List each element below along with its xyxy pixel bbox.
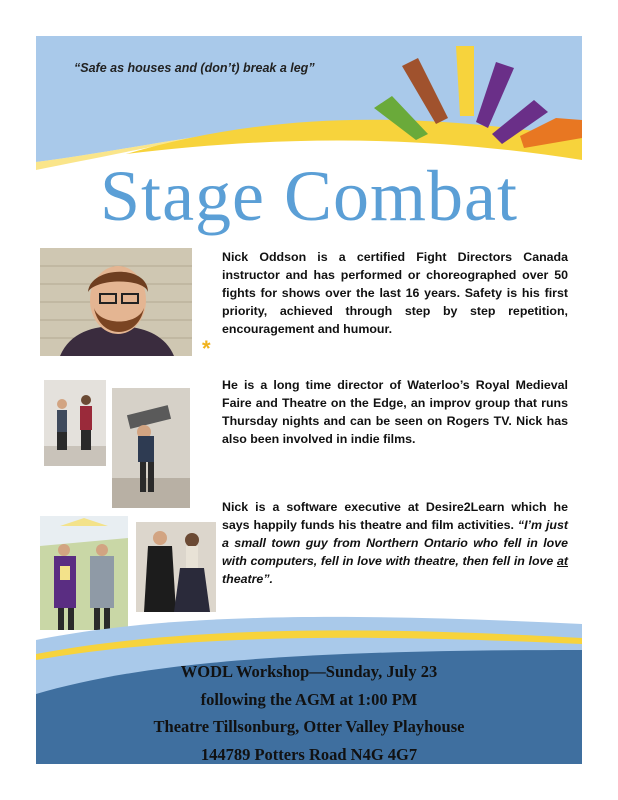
flyer <box>36 36 582 764</box>
bio-quote-start: “I’m just a small town guy from Northern Ontario who fell in love with computers, fell in love with theatre, then fell in love <box>222 518 568 568</box>
tagline: “Safe as houses and (don’t) break a leg” <box>74 61 315 75</box>
bio-quote-end: theatre”. <box>222 572 273 586</box>
bio-paragraph-3-text <box>222 498 568 588</box>
headshot-photo <box>40 248 192 356</box>
fight-practice-photo-right <box>112 388 190 508</box>
bio-paragraph-3 <box>222 498 568 588</box>
event-venue: Theatre Tillsonburg, Otter Valley Playhouse <box>153 717 465 736</box>
bio-paragraph-2-text: He is a long time director of Waterloo’s Royal Medieval Faire and Theatre on the Edge, an improv group that runs Thursday nights and can be seen on Rogers TV. Nick has also been involved in indie films. <box>222 378 568 446</box>
page-title: Stage Combat <box>100 156 518 236</box>
bio-paragraph-2 <box>222 376 568 448</box>
event-details <box>36 658 582 764</box>
event-address: 144789 Potters Road N4G 4G7 <box>200 744 418 764</box>
bio-quote-underlined: at <box>556 554 568 568</box>
bio-paragraph-1-text: Nick Oddson is a certified Fight Directors Canada instructor and has performed or choreographed over 50 fights for shows over the last 16 years. Safety is his first priority, achieved through step by step repetition, encouragement and humour. <box>222 250 568 336</box>
star-icon: * <box>202 336 211 361</box>
event-time: following the AGM at 1:00 PM <box>200 689 418 709</box>
bio-paragraph-1 <box>222 248 568 338</box>
event-title: WODL Workshop—Sunday, July 23 <box>180 662 438 681</box>
bio-paragraph-3-lead: Nick is a software executive at Desire2Learn which he says happily funds his theatre and film activities. <box>222 500 568 532</box>
fight-practice-photo-left <box>44 380 106 466</box>
